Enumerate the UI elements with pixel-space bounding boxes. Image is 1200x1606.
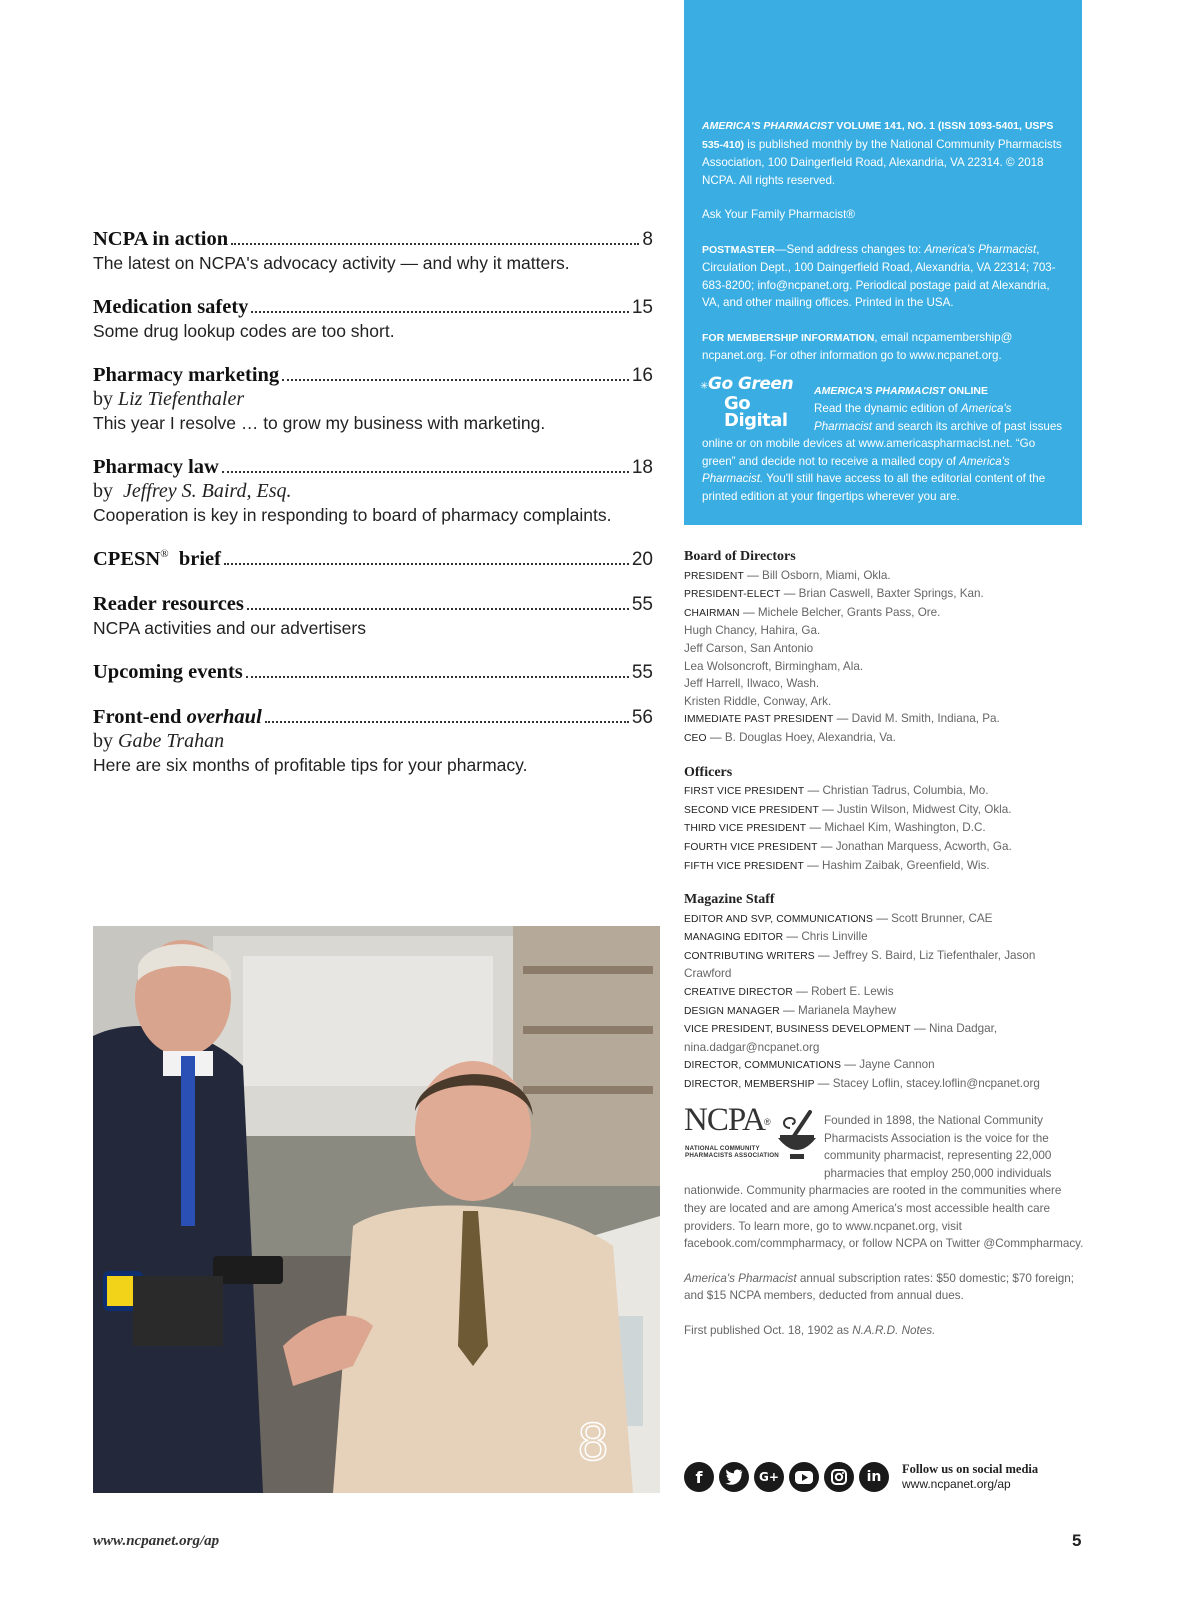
social-media-bar — [684, 1460, 1038, 1494]
sparkle-icon: ✳ — [700, 380, 709, 392]
toc-title: NCPA in action — [93, 228, 229, 250]
online-label: ONLINE — [945, 384, 989, 397]
membership-info — [702, 329, 1064, 365]
about-ncpa — [684, 1102, 1084, 1357]
subscription-rates — [684, 1270, 1084, 1305]
staff-role: IMMEDIATE PAST PRESIDENT — [684, 714, 834, 726]
staff-line — [684, 693, 1084, 711]
toc-entry-pharmacy-law[interactable] — [93, 456, 653, 526]
online-text-3: You'll still have access to all the editorial content of the printed edition at your fingertips wherever you are. — [702, 472, 1046, 503]
staff-line: VICE PRESIDENT, BUSINESS DEVELOPMENT — Nina Dadgar, nina.dadgar@ncpanet.org — [684, 1022, 998, 1054]
first-pub-text: First published Oct. 18, 1902 as — [684, 1323, 853, 1337]
publication-statement — [702, 117, 1064, 189]
toc-entry-front-end-overhaul[interactable] — [93, 706, 653, 776]
google-plus-icon[interactable]: G+ — [754, 1462, 784, 1492]
ncpa-logo-word: NCPA — [684, 1102, 765, 1138]
staff-role: FIFTH VICE PRESIDENT — [684, 860, 804, 872]
staff-line: CEO — B. Douglas Hoey, Alexandria, Va. — [684, 730, 896, 744]
membership-text: , email ncpamembership@ ncpanet.org. For other information go to www.ncpanet.org. — [702, 330, 1013, 362]
staff-line: THIRD VICE PRESIDENT — Michael Kim, Washington, D.C. — [684, 821, 986, 835]
go-green-line1: Go Green — [708, 373, 794, 394]
toc-byline — [93, 480, 653, 503]
first-pub-italic: N.A.R.D. Notes. — [852, 1323, 936, 1337]
staff-name: Christian Tadrus, Columbia, Mo. — [822, 784, 989, 798]
instagram-icon[interactable] — [824, 1462, 854, 1492]
toc-title: Upcoming events — [93, 661, 243, 683]
dot-leader — [265, 720, 629, 723]
toc-title: Pharmacy marketing — [93, 364, 280, 386]
staff-line: FIRST VICE PRESIDENT — Christian Tadrus, Columbia, Mo. — [684, 784, 989, 798]
toc-entry-medication-safety[interactable] — [93, 296, 653, 342]
staff-name: Michael Kim, Washington, D.C. — [824, 821, 986, 835]
staff-line: FIFTH VICE PRESIDENT — Hashim Zaibak, Greenfield, Wis. — [684, 858, 990, 872]
staff-name: Bill Osborn, Miami, Okla. — [762, 568, 891, 582]
board-of-directors — [684, 548, 1084, 748]
dot-leader — [231, 242, 639, 245]
twitter-icon[interactable] — [719, 1462, 749, 1492]
toc-author: Jeffrey S. Baird, Esq. — [123, 480, 292, 502]
by-word: by — [93, 480, 113, 502]
staff-line — [684, 640, 1084, 658]
toc-page-number: 15 — [631, 297, 653, 318]
online-edition-block — [700, 373, 1064, 506]
toc-title-rest: brief — [178, 548, 221, 570]
staff-name: Jeffrey S. Baird, Liz Tiefenthaler, Jason Crawford — [684, 948, 1036, 981]
staff-line: DIRECTOR, COMMUNICATIONS — Jayne Cannon — [684, 1058, 935, 1072]
staff-name: Michele Belcher, Grants Pass, Ore. — [757, 605, 941, 619]
staff-name: Chris Linville — [801, 930, 868, 944]
social-text — [902, 1462, 1038, 1492]
toc-page-number: 18 — [631, 457, 653, 478]
postmaster-text: —Send address changes to: — [774, 242, 925, 256]
staff-line: IMMEDIATE PAST PRESIDENT — David M. Smith, Indiana, Pa. — [684, 712, 1000, 726]
toc-page-number: 20 — [631, 549, 653, 570]
toc-author: Gabe Trahan — [118, 730, 225, 752]
online-text-2: and search its archive of past issues online or on mobile devices at www.americaspharmacist.net. “Go green” and decide not to receive a mailed copy of — [702, 419, 1063, 468]
postmaster-label: POSTMASTER — [702, 243, 775, 256]
staff-line: DIRECTOR, MEMBERSHIP — Stacey Loflin, stacey.loflin@ncpanet.org — [684, 1077, 1040, 1091]
staff-role: CHAIRMAN — [684, 607, 740, 619]
staff-role: CONTRIBUTING WRITERS — [684, 950, 815, 962]
staff-name: Marianela Mayhew — [798, 1003, 897, 1017]
toc-entry-upcoming-events[interactable] — [93, 661, 653, 684]
postmaster-italic: America's Pharmacist — [924, 242, 1037, 256]
staff-role: SECOND VICE PRESIDENT — [684, 804, 819, 816]
toc-description: This year I resolve … to grow my business with marketing. — [93, 413, 546, 433]
publication-info-box — [684, 0, 1082, 525]
staff-name: Kristen Riddle, Conway, Ark. — [684, 694, 832, 708]
staff-name: Lea Wolsoncroft, Birmingham, Ala. — [684, 659, 864, 673]
staff-line — [684, 658, 1084, 676]
staff-name: Brian Caswell, Baxter Springs, Kan. — [798, 587, 984, 601]
dot-leader — [224, 562, 629, 565]
staff-role: CREATIVE DIRECTOR — [684, 987, 793, 999]
toc-description: Here are six months of profitable tips for your pharmacy. — [93, 755, 528, 775]
staff-line: CREATIVE DIRECTOR — Robert E. Lewis — [684, 985, 894, 999]
rates-italic: America's Pharmacist — [684, 1271, 797, 1285]
staff-name: David M. Smith, Indiana, Pa. — [851, 712, 1000, 726]
ask-pharmacist: Ask Your Family Pharmacist® — [702, 208, 855, 221]
ncpa-logo-reg: ® — [764, 1117, 771, 1127]
dot-leader — [247, 607, 629, 610]
officers — [684, 764, 1084, 876]
toc-entry-reader-resources[interactable] — [93, 593, 653, 639]
staff-role: DIRECTOR, COMMUNICATIONS — [684, 1060, 842, 1072]
masthead-staff — [684, 548, 1084, 1110]
go-green-line2: Go Digital — [724, 392, 788, 431]
staff-role: DESIGN MANAGER — [684, 1005, 780, 1017]
first-published — [684, 1322, 1084, 1340]
online-text-1: Read the dynamic edition of — [814, 402, 961, 415]
toc-title — [93, 548, 221, 571]
by-word: by — [93, 730, 113, 752]
staff-name: Scott Brunner, CAE — [891, 911, 993, 925]
toc-page-number: 55 — [631, 594, 653, 615]
staff-role: EDITOR AND SVP, COMMUNICATIONS — [684, 913, 873, 925]
toc-description: Cooperation is key in responding to board of pharmacy complaints. — [93, 505, 612, 525]
staff-role: PRESIDENT — [684, 570, 744, 582]
online-label-italic: AMERICA'S PHARMACIST — [814, 384, 946, 397]
staff-line: PRESIDENT-ELECT — Brian Caswell, Baxter Springs, Kan. — [684, 587, 984, 601]
footer-url[interactable]: www.ncpanet.org/ap — [93, 1533, 220, 1549]
toc-title: Medication safety — [93, 296, 249, 318]
staff-role: FOURTH VICE PRESIDENT — [684, 841, 818, 853]
toc-page-number: 56 — [631, 707, 653, 728]
toc-entry-cpesn-brief[interactable] — [93, 548, 653, 571]
staff-name: Hugh Chancy, Hahira, Ga. — [684, 624, 821, 638]
pub-text: is published monthly by the National Community Pharmacists Association, 100 Daingerfield Road, Alexandria, VA 22314. © 2018 NCPA. All rights reserved. — [702, 137, 1062, 187]
facebook-icon[interactable]: f — [684, 1462, 714, 1492]
social-label: Follow us on social media — [902, 1462, 1039, 1476]
registered-mark: ® — [160, 548, 169, 560]
photo-page-number: 8 — [577, 1412, 608, 1472]
staff-role: THIRD VICE PRESIDENT — [684, 823, 807, 835]
staff-name: Justin Wilson, Midwest City, Okla. — [837, 802, 1012, 816]
section-title: Magazine Staff — [684, 892, 775, 908]
toc-title: Reader resources — [93, 593, 244, 615]
staff-line — [684, 675, 1084, 693]
dot-leader — [251, 310, 628, 313]
toc-description: The latest on NCPA's advocacy activity — and why it matters. — [93, 253, 570, 273]
postmaster-text-2: , Circulation Dept., 100 Daingerfield Road, Alexandria, VA 22314; 703-683-8200; info@ncpanet.org. Periodical postage paid at Alexandria, VA, and other mailing offices. Printed in the USA. — [702, 242, 1056, 309]
toc-page-number: 8 — [642, 229, 653, 250]
photo-illustration — [93, 926, 660, 1493]
feature-photo[interactable] — [93, 926, 660, 1493]
staff-line — [684, 622, 1084, 640]
toc-page-number: 55 — [631, 662, 653, 683]
staff-name: Hashim Zaibak, Greenfield, Wis. — [822, 858, 990, 872]
toc-page-number: 16 — [631, 365, 653, 386]
toc-description: Some drug lookup codes are too short. — [93, 321, 395, 341]
toc-author: Liz Tiefenthaler — [118, 388, 245, 410]
logo-sub-line1: NATIONAL COMMUNITY — [685, 1145, 760, 1152]
staff-role: FIRST VICE PRESIDENT — [684, 786, 805, 798]
magazine-staff — [684, 891, 1084, 1094]
toc-title — [93, 706, 262, 729]
ncpa-logo-subtitle — [685, 1145, 779, 1159]
staff-line: EDITOR AND SVP, COMMUNICATIONS — Scott Brunner, CAE — [684, 911, 993, 925]
logo-sub-line2: PHARMACISTS ASSOCIATION — [685, 1152, 779, 1159]
staff-line: FOURTH VICE PRESIDENT — Jonathan Marquess, Acworth, Ga. — [684, 839, 1012, 853]
toc-title-main: Front-end — [93, 706, 182, 728]
youtube-icon[interactable] — [789, 1462, 819, 1492]
ncpa-founded-text: Founded in 1898, the National Community Pharmacists Association is the voice for the community pharmacist, representing 22,000 pharmacies that employ 250,000 individuals nationwide. Community pharmacies are rooted in the communities where they are located and are among America's most accessible health care providers. To learn more, go to www.ncpanet.org, visit facebook.com/commpharmacy, or follow NCPA on Twitter @Commpharmacy. — [684, 1114, 1084, 1251]
staff-role: DIRECTOR, MEMBERSHIP — [684, 1079, 815, 1091]
toc-title-main: CPESN — [93, 548, 161, 570]
section-title: Officers — [684, 764, 733, 780]
staff-name: Stacey Loflin, stacey.loflin@ncpanet.org — [832, 1077, 1040, 1091]
toc-title: Pharmacy law — [93, 456, 219, 478]
staff-line: CONTRIBUTING WRITERS — Jeffrey S. Baird, Liz Tiefenthaler, Jason Crawford — [684, 948, 1036, 981]
staff-name: Jayne Cannon — [859, 1058, 935, 1072]
staff-role: CEO — [684, 732, 707, 744]
pub-name-italic: AMERICA'S PHARMACIST — [702, 120, 834, 132]
staff-line: MANAGING EDITOR — Chris Linville — [684, 930, 868, 944]
online-italic-2: America's Pharmacist. — [702, 454, 1010, 485]
pub-volume: VOLUME 141, NO. 1 (ISSN 1093-5401, USPS 535-410) — [702, 120, 1054, 151]
toc-entry-ncpa-in-action[interactable] — [93, 228, 653, 274]
staff-role: MANAGING EDITOR — [684, 932, 784, 944]
staff-role: PRESIDENT-ELECT — [684, 589, 781, 601]
toc-byline — [93, 388, 653, 411]
staff-role: VICE PRESIDENT, BUSINESS DEVELOPMENT — [684, 1024, 911, 1036]
postmaster-notice — [702, 241, 1064, 312]
footer-page-number: 5 — [1072, 1531, 1082, 1550]
by-word: by — [93, 388, 113, 410]
toc-title-italic: overhaul — [186, 706, 262, 728]
mortar-pestle-icon — [774, 1108, 820, 1166]
dot-leader — [282, 378, 629, 381]
staff-line: PRESIDENT — Bill Osborn, Miami, Okla. — [684, 568, 891, 582]
staff-name: Nina Dadgar, nina.dadgar@ncpanet.org — [684, 1022, 998, 1054]
table-of-contents — [93, 228, 653, 798]
go-green-logo[interactable] — [700, 373, 808, 431]
linkedin-icon[interactable]: in — [859, 1462, 889, 1492]
social-url[interactable]: www.ncpanet.org/ap — [902, 1477, 1011, 1491]
online-italic-1: America's Pharmacist — [814, 402, 1012, 433]
rates-text: annual subscription rates: $50 domestic; $70 foreign; and $15 NCPA members, deducted from annual dues. — [684, 1271, 1075, 1303]
toc-entry-pharmacy-marketing[interactable] — [93, 364, 653, 434]
membership-label: FOR MEMBERSHIP INFORMATION — [702, 331, 875, 344]
staff-name: Jonathan Marquess, Acworth, Ga. — [835, 839, 1012, 853]
toc-byline — [93, 730, 653, 753]
section-title: Board of Directors — [684, 549, 796, 564]
dot-leader — [222, 470, 629, 473]
staff-line: CHAIRMAN — Michele Belcher, Grants Pass, Ore. — [684, 605, 941, 619]
staff-name: Jeff Harrell, Ilwaco, Wash. — [684, 677, 820, 691]
staff-line: DESIGN MANAGER — Marianela Mayhew — [684, 1003, 897, 1017]
ncpa-logo[interactable] — [684, 1102, 822, 1168]
staff-name: Jeff Carson, San Antonio — [684, 641, 814, 655]
staff-line: SECOND VICE PRESIDENT — Justin Wilson, Midwest City, Okla. — [684, 802, 1012, 816]
staff-name: Robert E. Lewis — [811, 985, 894, 999]
dot-leader — [246, 675, 629, 678]
toc-description: NCPA activities and our advertisers — [93, 618, 366, 638]
staff-name: B. Douglas Hoey, Alexandria, Va. — [724, 730, 896, 744]
